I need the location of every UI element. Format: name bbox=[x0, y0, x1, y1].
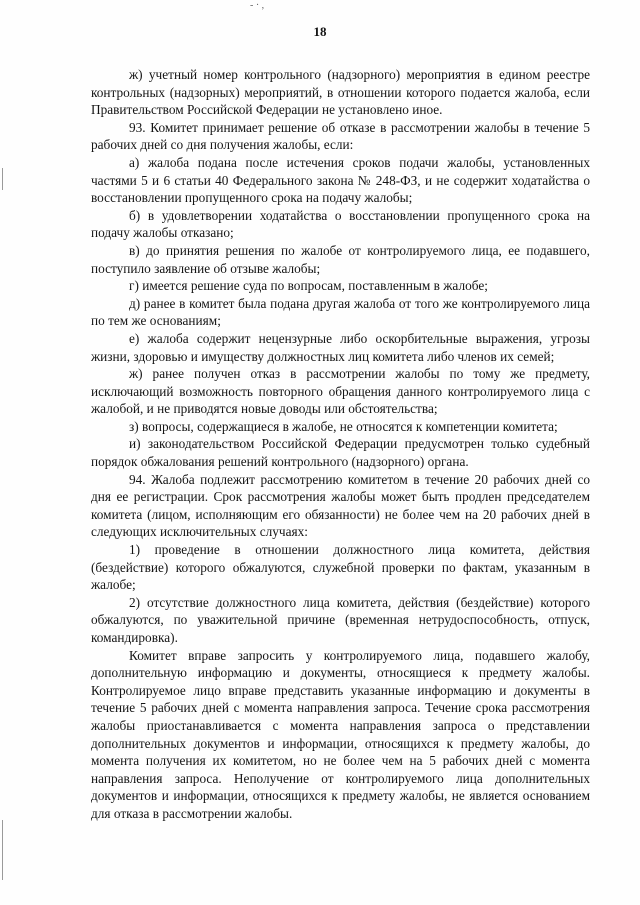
paragraph-93-zh: ж) ранее получен отказ в рассмотрении жалобы по тому же предмету, исключающий возможность повторного обращения данного контролируемого лица с жалобой, и не приводятся новые доводы или обстоятельства; bbox=[91, 366, 590, 417]
paragraph-93-b: б) в удовлетворении ходатайства о восстановлении пропущенного срока на подачу жалобы отказано; bbox=[91, 207, 590, 241]
paragraph-94: 94. Жалоба подлежит рассмотрению комитетом в течение 20 рабочих дней со дня ее регистрации. Срок рассмотрения жалобы может быть продлен председателем комитета (лицом, исполняющим его обязанности) не более чем на 20 рабочих дней в следующих исключительных случаях: bbox=[91, 471, 590, 540]
paragraph-committee-request: Комитет вправе запросить у контролируемого лица, подавшего жалобу, дополнительную информацию и документы, относящиеся к предмету жалобы. Контролируемое лицо вправе представить указанные информацию и документы в течение 5 рабочих дней с момента направления запроса. Течение срока рассмотрения жалобы приостанавливается с момента направления запроса о представлении дополнительных документов и информации, относящихся к предмету жалобы, до момента получения их комитетом, но не более чем на 5 рабочих дней с момента направления запроса. Неполучение от контролируемого лица дополнительных документов и информации, относящихся к предмету жалобы, не является основанием для отказа в рассмотрении жалобы. bbox=[91, 647, 590, 821]
scan-marks: - · , bbox=[250, 0, 265, 11]
paragraph-93-a: а) жалоба подана после истечения сроков подачи жалобы, установленных частями 5 и 6 статьи 40 Федерального закона № 248-ФЗ, и не содержит ходатайства о восстановлении пропущенного срока на подачу жалобы; bbox=[91, 154, 590, 206]
page-number: 18 bbox=[313, 24, 327, 39]
paragraph-93: 93. Комитет принимает решение об отказе в рассмотрении жалобы в течение 5 рабочих дней со дня получения жалобы, если: bbox=[91, 119, 590, 153]
scan-edge-mark bbox=[2, 168, 3, 190]
paragraph-93-g: г) имеется решение суда по вопросам, поставленным в жалобе; bbox=[129, 278, 488, 294]
paragraph-94-1: 1) проведение в отношении должностного лица комитета, действия (бездействие) которого обжалуются, служебной проверки по фактам, указанным в жалобе; bbox=[91, 542, 590, 593]
paragraph-94-2: 2) отсутствие должностного лица комитета, действия (бездействие) которого обжалуются, по уважительной причине (временная нетрудоспособность, отпуск, командировка). bbox=[91, 594, 590, 645]
paragraph-93-v: в) до принятия решения по жалобе от контролируемого лица, ее подавшего, поступило заявление об отзыве жалобы; bbox=[91, 242, 590, 276]
paragraph-93-z: з) вопросы, содержащиеся в жалобе, не относятся к компетенции комитета; bbox=[129, 418, 558, 434]
document-body bbox=[91, 66, 590, 823]
paragraph-item-zh-registry: ж) учетный номер контрольного (надзорного) мероприятия в едином реестре контрольных (надзорных) мероприятий, в отношении которого подается жалоба, если Правительством Российской Федерации не установлено иное. bbox=[91, 67, 590, 118]
paragraph-93-e: е) жалоба содержит нецензурные либо оскорбительные выражения, угрозы жизни, здоровью и имуществу должностных лиц комитета либо членов их семей; bbox=[91, 330, 590, 364]
paragraph-93-d: д) ранее в комитет была подана другая жалоба от того же контролируемого лица по тем же основаниям; bbox=[91, 295, 590, 329]
paragraph-93-i: и) законодательством Российской Федерации предусмотрен только судебный порядок обжалования решений контрольного (надзорного) органа. bbox=[91, 436, 590, 470]
scan-edge-mark bbox=[2, 820, 3, 880]
